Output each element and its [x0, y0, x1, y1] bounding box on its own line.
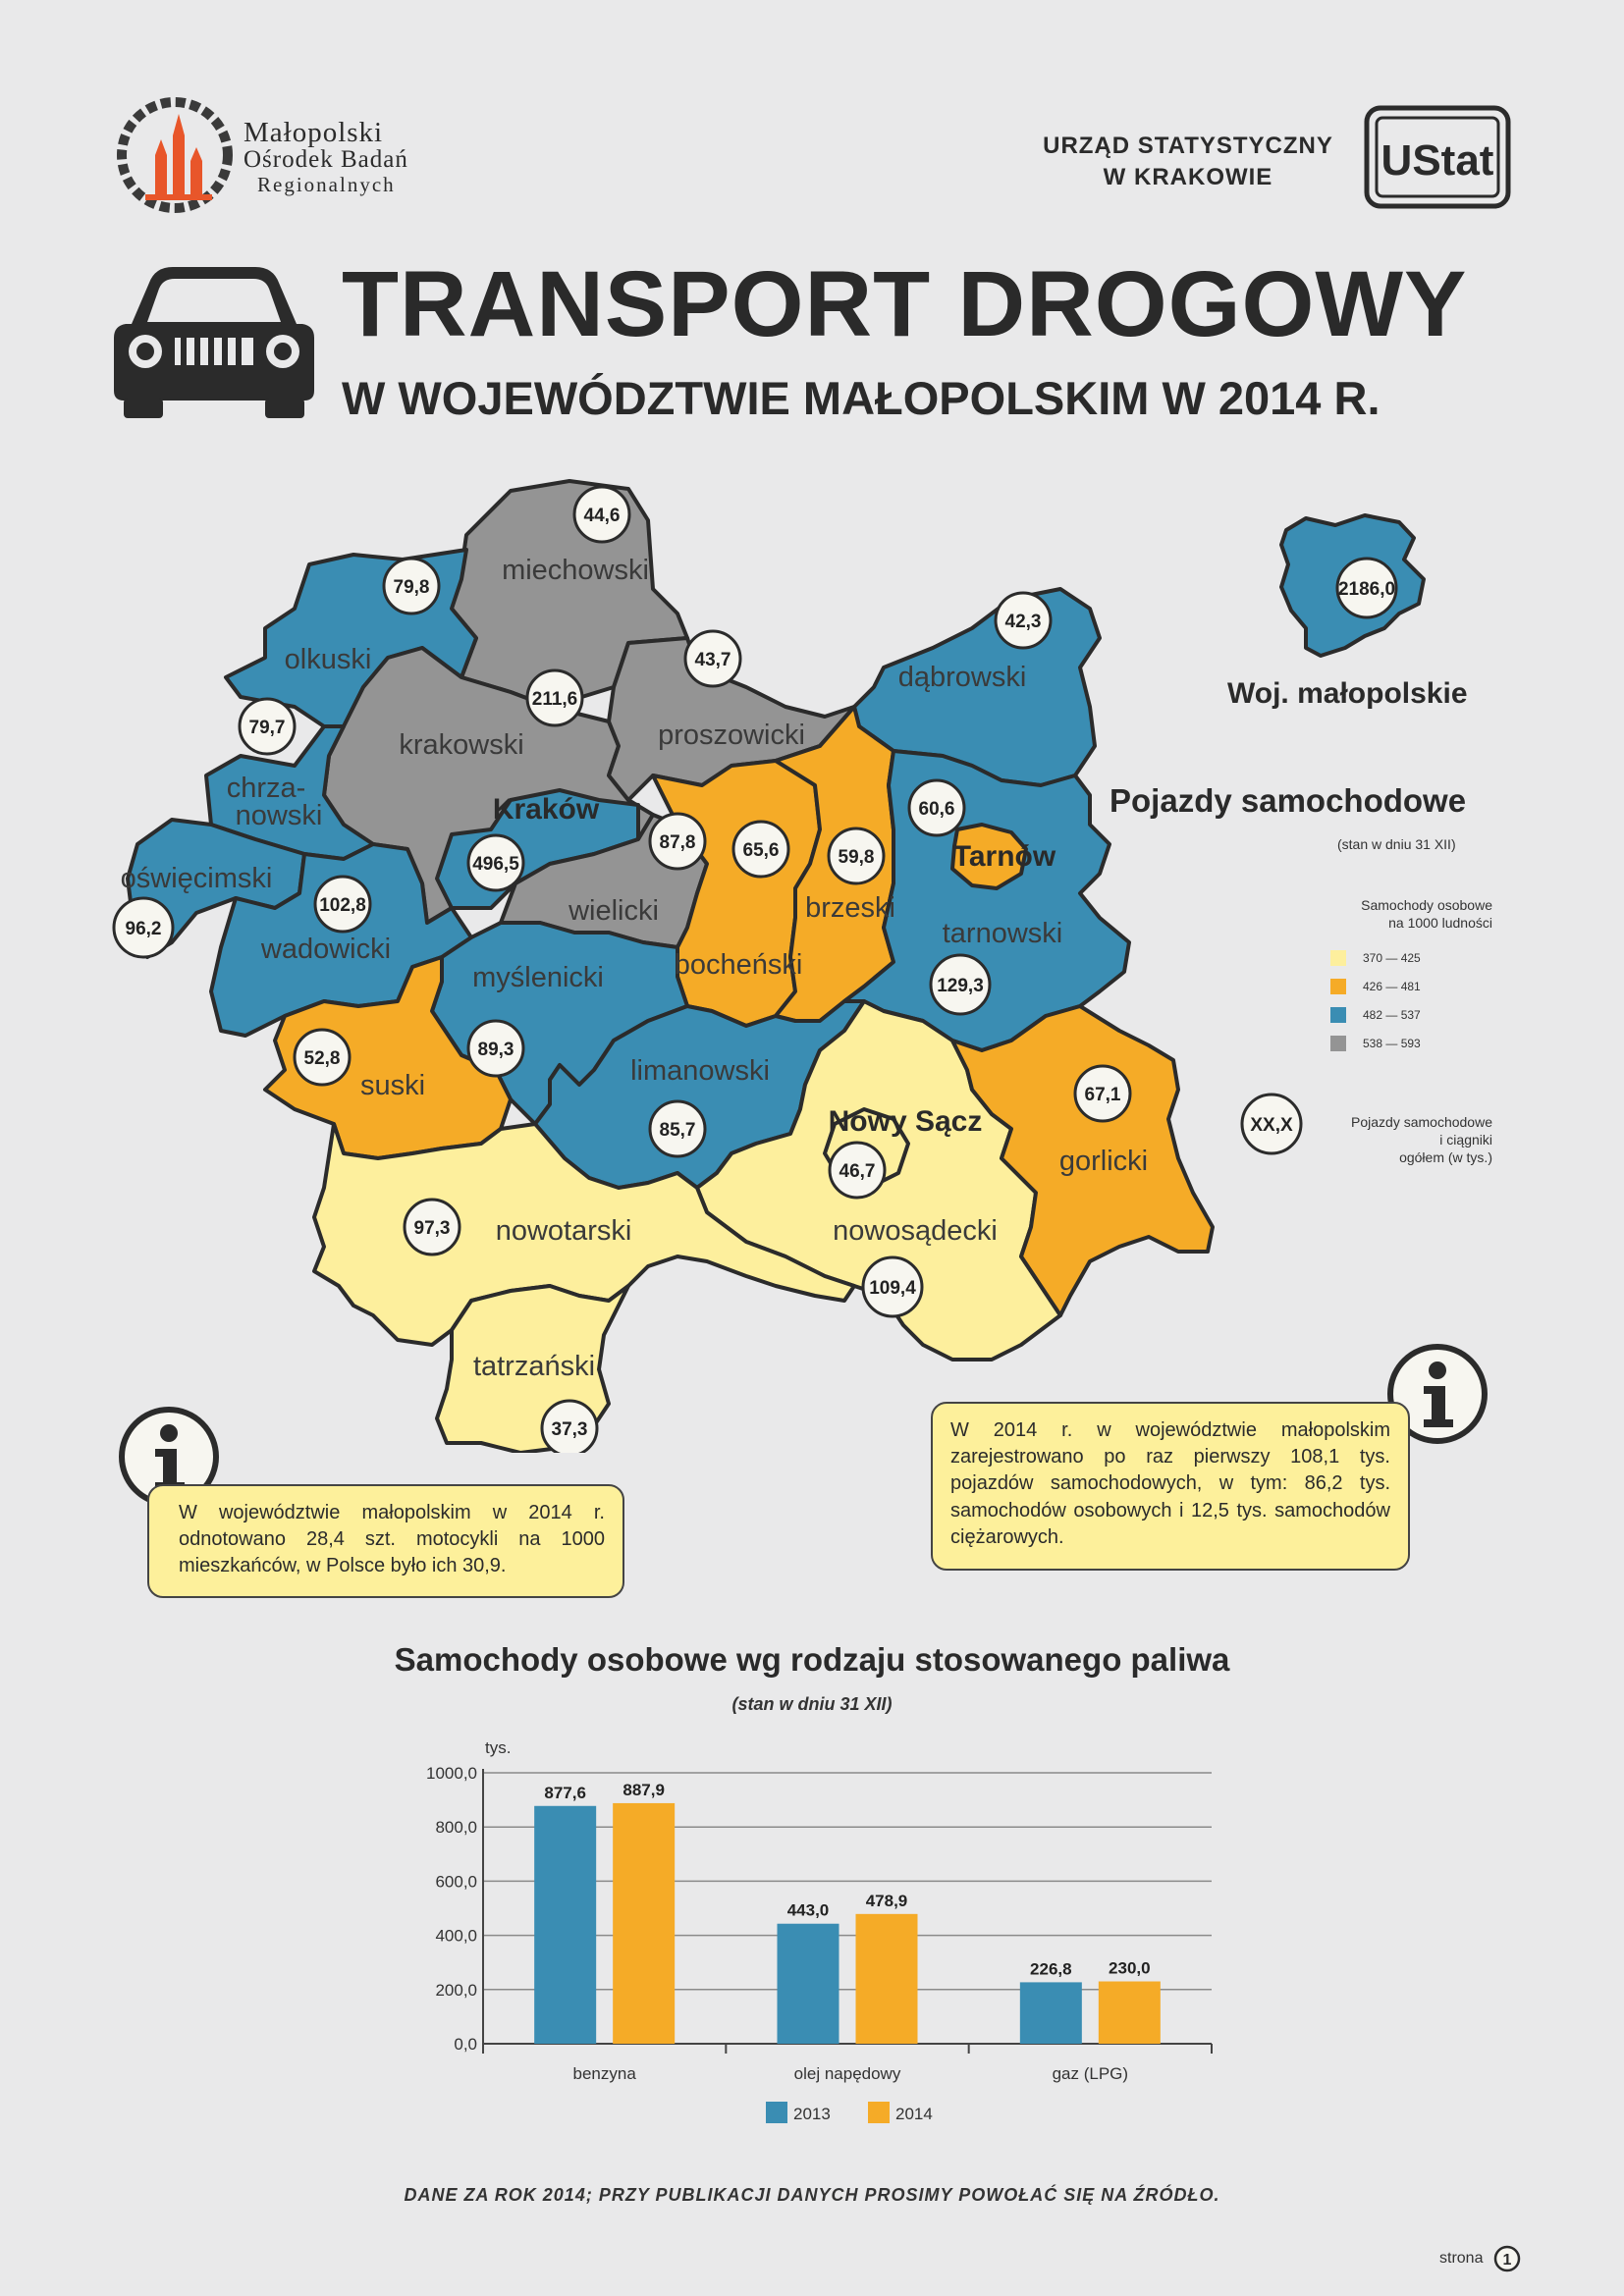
- legend-label-3: 482 — 537: [1363, 1008, 1421, 1022]
- label-tarnow: Tarnów: [952, 840, 1056, 873]
- bar-chart: [0, 1728, 1624, 2150]
- label-krakow: Kraków: [492, 793, 600, 826]
- bar-value-label: 226,8: [1030, 1959, 1072, 1979]
- label-chrzanowski-2: nowski: [235, 800, 323, 831]
- bubble-bochenski: [733, 822, 788, 877]
- legend-bubble-desc-line3: ogółem (w tys.): [1399, 1149, 1492, 1166]
- label-dabrowski: dąbrowski: [897, 662, 1027, 693]
- ustat-logo-text: UStat: [1380, 136, 1494, 185]
- legend-swatch-3: [1330, 1007, 1346, 1023]
- svg-text:89,3: 89,3: [477, 1040, 514, 1060]
- y-tick-label: 1000,0: [426, 1764, 477, 1783]
- label-suski: suski: [359, 1070, 426, 1101]
- bubble-chrzanowski: [240, 699, 295, 754]
- svg-text:79,7: 79,7: [248, 718, 286, 738]
- svg-text:65,6: 65,6: [742, 840, 780, 861]
- bar-2013-2: [1020, 1982, 1082, 2044]
- y-tick-label: 0,0: [454, 2035, 477, 2054]
- label-myslenicki: myślenicki: [472, 962, 604, 993]
- legend-swatch-2013: [766, 2102, 787, 2123]
- legend-swatch-1: [1330, 950, 1346, 966]
- bubble-miechowski: [574, 487, 629, 542]
- legend-label-2: 426 — 481: [1363, 980, 1421, 993]
- label-miechowski: miechowski: [502, 555, 649, 586]
- legend-bubble-text: XX,X: [1250, 1115, 1293, 1136]
- bubble-suski: [295, 1030, 350, 1085]
- bubble-nowosadecki: [863, 1257, 922, 1316]
- footer-note: DANE ZA ROK 2014; PRZY PUBLIKACJI DANYCH PROSIMY POWOŁAĆ SIĘ NA ŹRÓDŁO.: [404, 2185, 1220, 2205]
- bar-value-label: 877,6: [544, 1783, 586, 1802]
- legend-swatch-4: [1330, 1036, 1346, 1051]
- svg-text:102,8: 102,8: [319, 895, 366, 916]
- bubble-myslenicki: [468, 1021, 523, 1076]
- svg-text:85,7: 85,7: [659, 1120, 696, 1141]
- page-subtitle: W WOJEWÓDZTWIE MAŁOPOLSKIM W 2014 R.: [342, 372, 1380, 424]
- label-olkuski: olkuski: [284, 644, 372, 675]
- svg-text:2186,0: 2186,0: [1337, 579, 1396, 600]
- mobr-logo-emblem: [116, 96, 234, 214]
- bar-value-label: 443,0: [786, 1900, 830, 1920]
- legend-label-2014: 2014: [895, 2105, 933, 2123]
- bubble-wadowicki: [315, 877, 370, 932]
- info-box-right: W 2014 r. w województwie małopolskim zarejestrowano po raz pierwszy 108,1 tys. pojazdów samochodowych, w tym: 86,2 tys. samochodów osobowych i 12,5 tys. samochodów ciężarowych.: [931, 1402, 1410, 1571]
- legend-scale-title-line2: na 1000 ludności: [1388, 915, 1492, 932]
- label-limanowski: limanowski: [630, 1055, 770, 1087]
- bar-value-label: 887,9: [623, 1780, 665, 1799]
- label-bochenski: bocheński: [674, 949, 803, 981]
- label-brzeski: brzeski: [805, 892, 895, 924]
- info-box-left: W województwie małopolskim w 2014 r. odnotowano 28,4 szt. motocykli na 1000 mieszkańców, w Polsce było ich 30,9.: [147, 1484, 624, 1598]
- label-nowosadecki: nowosądecki: [833, 1215, 998, 1247]
- bubble-voivodeship: [1337, 559, 1396, 617]
- x-category-label: olej napędowy: [793, 2064, 901, 2083]
- legend-bubble-desc-line1: Pojazdy samochodowe: [1351, 1114, 1492, 1130]
- svg-text:59,8: 59,8: [838, 847, 875, 868]
- bubble-krakowski: [527, 670, 582, 725]
- bar-2014-0: [613, 1803, 675, 2044]
- bubble-nowotarski: [405, 1200, 460, 1255]
- voivodeship-name: Woj. małopolskie: [1227, 677, 1468, 710]
- us-name-line2: W KRAKOWIE: [1103, 164, 1273, 191]
- svg-text:87,8: 87,8: [659, 832, 696, 853]
- svg-text:37,3: 37,3: [551, 1419, 588, 1440]
- bar-value-label: 230,0: [1109, 1958, 1151, 1978]
- legend-label-4: 538 — 593: [1363, 1037, 1421, 1050]
- legend-swatch-2014: [868, 2102, 890, 2123]
- svg-text:109,4: 109,4: [869, 1278, 916, 1299]
- legend-subtitle: (stan w dniu 31 XII): [1337, 836, 1456, 852]
- svg-text:60,6: 60,6: [918, 799, 955, 820]
- page-number-badge: [1493, 2245, 1521, 2272]
- bar-value-label: 478,9: [865, 1891, 908, 1910]
- mobr-logo-line3: Regionalnych: [257, 172, 396, 196]
- x-category-label: gaz (LPG): [1052, 2064, 1129, 2083]
- page-label: strona: [1439, 2250, 1484, 2267]
- bubble-wielicki: [650, 814, 705, 869]
- bubble-brzeski: [829, 828, 884, 883]
- legend-label-2013: 2013: [793, 2105, 831, 2123]
- legend-scale-title-line1: Samochody osobowe: [1361, 897, 1492, 913]
- y-tick-label: 200,0: [435, 1980, 477, 2000]
- legend-bubble-desc: [1306, 1113, 1492, 1167]
- svg-text:44,6: 44,6: [583, 506, 621, 526]
- label-krakowski: krakowski: [399, 729, 524, 761]
- legend-label-1: 370 — 425: [1363, 951, 1421, 965]
- x-category-label: benzyna: [572, 2064, 636, 2083]
- label-nowotarski: nowotarski: [495, 1215, 632, 1247]
- legend-swatch-2: [1330, 979, 1346, 994]
- svg-text:496,5: 496,5: [472, 854, 519, 875]
- svg-text:129,3: 129,3: [937, 976, 984, 996]
- bubble-nowy-sacz: [830, 1143, 885, 1198]
- svg-text:43,7: 43,7: [694, 650, 731, 670]
- svg-text:67,1: 67,1: [1084, 1085, 1121, 1105]
- bubble-limanowski: [650, 1101, 705, 1156]
- svg-text:96,2: 96,2: [125, 919, 162, 939]
- svg-text:97,3: 97,3: [413, 1218, 451, 1239]
- bubble-tatrzanski: [542, 1401, 597, 1453]
- svg-text:79,8: 79,8: [393, 577, 430, 598]
- bubble-gorlicki: [1075, 1066, 1130, 1121]
- ustat-logo: [1363, 104, 1512, 210]
- legend-bubble: [1239, 1092, 1304, 1156]
- car-icon: [110, 263, 318, 420]
- label-tatrzanski: tatrzański: [472, 1351, 596, 1382]
- legend-bubble-desc-line2: i ciągniki: [1439, 1132, 1492, 1148]
- svg-text:42,3: 42,3: [1004, 612, 1042, 632]
- bubble-dabrowski: [996, 593, 1051, 648]
- label-nowy-sacz: Nowy Sącz: [828, 1105, 983, 1138]
- label-oswiecimski: oświęcimski: [120, 863, 273, 894]
- bubble-proszowicki: [685, 631, 740, 686]
- label-chrzanowski-1: chrza-: [226, 773, 306, 804]
- bubble-tarnow: [909, 780, 964, 835]
- y-axis-unit: tys.: [485, 1738, 512, 1757]
- legend-title: Pojazdy samochodowe: [1110, 782, 1467, 819]
- mobr-logo-line1: Małopolski: [244, 117, 384, 148]
- label-wielicki: wielicki: [568, 895, 659, 927]
- bubble-oswiecimski: [114, 898, 173, 957]
- bar-2013-1: [778, 1924, 839, 2044]
- svg-text:52,8: 52,8: [303, 1048, 341, 1069]
- chart-title: Samochody osobowe wg rodzaju stosowanego paliwa: [394, 1641, 1230, 1678]
- label-tarnowski: tarnowski: [942, 918, 1063, 949]
- mobr-logo-line2: Ośrodek Badań: [244, 146, 408, 174]
- us-name-line1: URZĄD STATYSTYCZNY: [1043, 133, 1333, 159]
- page-title: TRANSPORT DROGOWY: [342, 252, 1468, 356]
- bubble-krakow: [468, 835, 523, 890]
- legend-scale-title: [1296, 896, 1492, 932]
- mobr-logo: [116, 96, 489, 219]
- label-proszowicki: proszowicki: [658, 720, 805, 751]
- y-tick-label: 800,0: [435, 1818, 477, 1838]
- bubble-olkuski: [384, 559, 439, 614]
- chart-subtitle: (stan w dniu 31 XII): [731, 1694, 893, 1714]
- bar-2014-1: [856, 1914, 918, 2044]
- svg-text:46,7: 46,7: [839, 1161, 876, 1182]
- bubble-tarnowski: [931, 955, 990, 1014]
- label-wadowicki: wadowicki: [260, 934, 392, 965]
- y-tick-label: 600,0: [435, 1872, 477, 1892]
- svg-text:211,6: 211,6: [531, 689, 578, 710]
- label-gorlicki: gorlicki: [1058, 1146, 1149, 1177]
- bar-2013-0: [534, 1806, 596, 2044]
- page-number: 1: [1502, 2252, 1512, 2269]
- us-name: [1021, 131, 1355, 194]
- y-tick-label: 400,0: [435, 1926, 477, 1946]
- bar-2014-2: [1099, 1982, 1161, 2044]
